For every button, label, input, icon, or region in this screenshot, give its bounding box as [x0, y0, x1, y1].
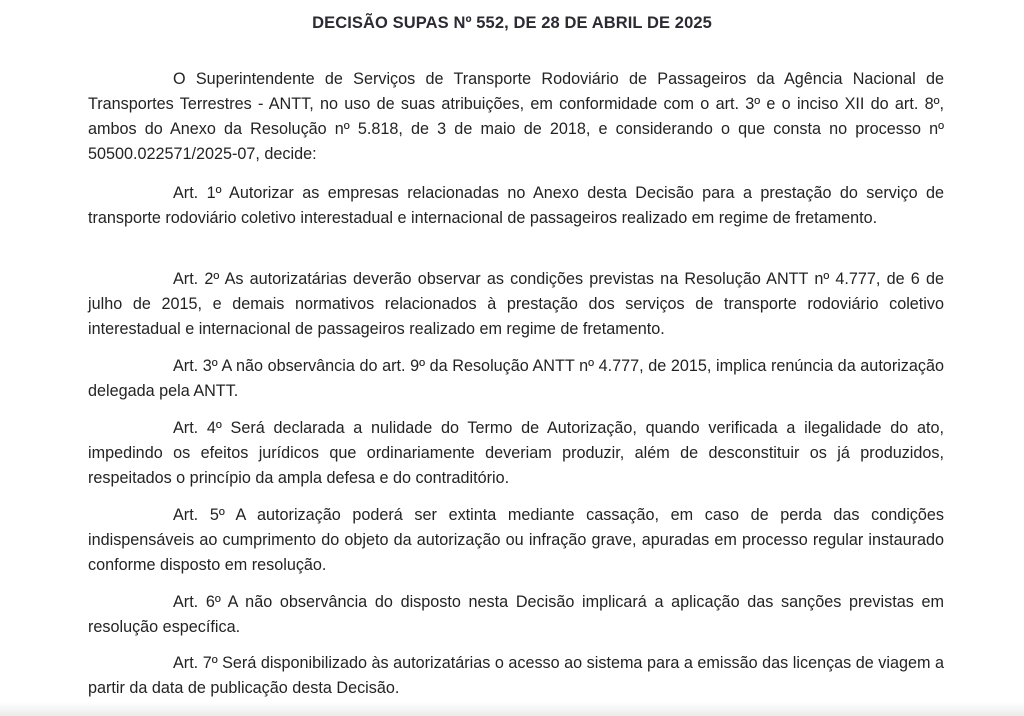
article-2-paragraph: Art. 2º As autorizatárias deverão observar as condições previstas na Resolução ANTT nº 4.777, de 6 de julho de 2015, e demais normativos relacionados à prestação dos serviços de transporte rodoviário coletivo interestadual e internacional de passageiros realizado em regime de fretamento.	[88, 270, 944, 338]
article-4-paragraph: Art. 4º Será declarada a nulidade do Termo de Autorização, quando verificada a ilegalidade do ato, impedindo os efeitos jurídicos que ordinariamente deveriam produzir, além de desconstituir os já produzidos, respeitados o princípio da ampla defesa e do contraditório.	[88, 419, 944, 487]
document-title: DECISÃO SUPAS Nº 552, DE 28 DE ABRIL DE 2025	[312, 14, 712, 32]
article-7-paragraph: Art. 7º Será disponibilizado às autorizatárias o acesso ao sistema para a emissão das licenças de viagem a partir da data de publicação desta Decisão.	[88, 654, 944, 697]
page-bottom-shadow	[0, 702, 1024, 716]
article-5-paragraph: Art. 5º A autorização poderá ser extinta mediante cassação, em caso de perda das condições indispensáveis ao cumprimento do objeto da autorização ou infração grave, apuradas em processo regular instaurado conforme disposto em resolução.	[88, 506, 944, 574]
preamble-paragraph: O Superintendente de Serviços de Transporte Rodoviário de Passageiros da Agência Nacional de Transportes Terrestres - ANTT, no uso de suas atribuições, em conformidade com o art. 3º e o inciso XII do art. 8º, ambos do Anexo da Resolução nº 5.818, de 3 de maio de 2018, e considerando o que consta no processo nº 50500.022571/2025-07, decide:	[88, 70, 944, 163]
article-3-paragraph: Art. 3º A não observância do art. 9º da Resolução ANTT nº 4.777, de 2015, implica renúncia da autorização delegada pela ANTT.	[88, 357, 944, 400]
article-6-paragraph: Art. 6º A não observância do disposto nesta Decisão implicará a aplicação das sanções previstas em resolução específica.	[88, 593, 944, 636]
article-1-paragraph: Art. 1º Autorizar as empresas relacionadas no Anexo desta Decisão para a prestação do serviço de transporte rodoviário coletivo interestadual e internacional de passageiros realizado em regime de fretamento.	[88, 184, 944, 227]
